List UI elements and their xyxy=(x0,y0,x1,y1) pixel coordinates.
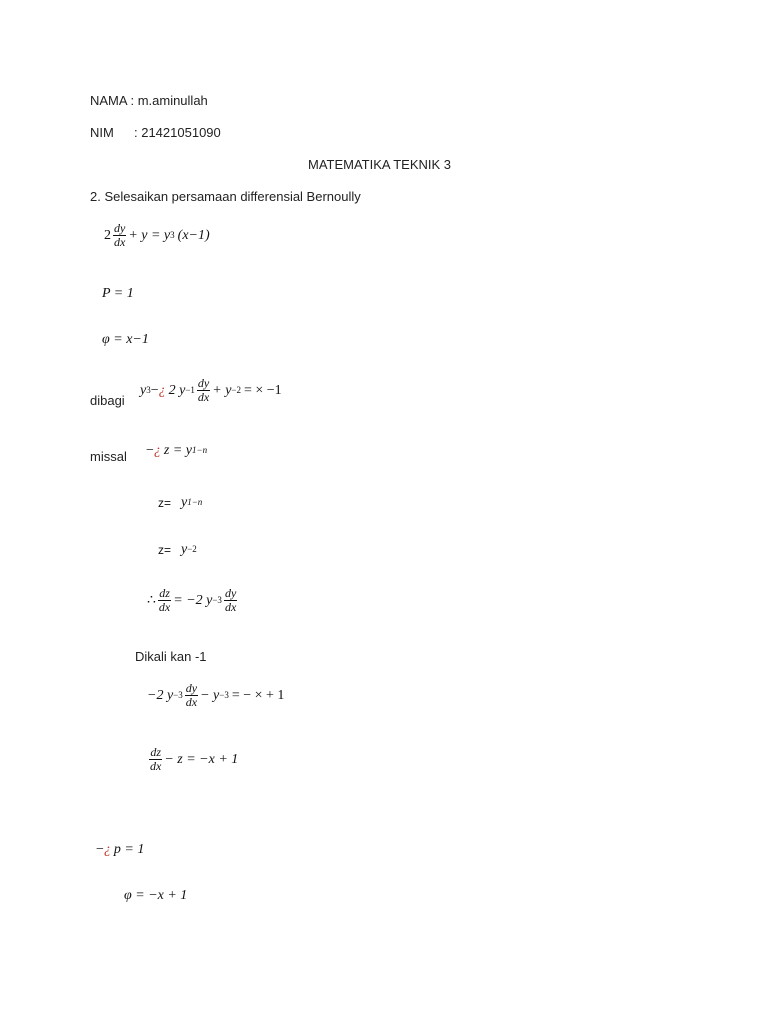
mult-lead: −2 y xyxy=(147,687,174,703)
equation-phi: φ = x−1 xyxy=(102,332,149,347)
dibagi-frac-den: dx xyxy=(197,390,210,404)
missal-lhs: z = y xyxy=(163,443,193,458)
equation-z2: z= y −2 xyxy=(158,542,197,557)
mult-fraction xyxy=(185,682,198,709)
dz-frac-den: dx xyxy=(150,759,162,773)
nim-label: NIM xyxy=(90,125,114,140)
equation-missal: − ¿ z = y 1−n xyxy=(146,443,208,458)
equation-bernoulli: 2 $\frac{dy}{dx}$ + y = y 3 (x−1) xyxy=(104,221,210,249)
therefore-symbol: ∴ xyxy=(147,593,156,608)
dibagi-coef: 2 y xyxy=(168,382,186,398)
dz-tail: − z = −x + 1 xyxy=(164,751,239,767)
nama-label: NAMA xyxy=(90,93,127,108)
z1-label: z= xyxy=(158,496,172,510)
equation-phi2: φ = −x + 1 xyxy=(124,888,188,903)
eq1-tail: (x−1) xyxy=(177,227,210,243)
p2-char: ¿ xyxy=(103,842,111,857)
eq1-coef: 2 xyxy=(104,227,111,243)
mult-tail: = − × + 1 xyxy=(231,687,285,703)
therefore-den1: dx xyxy=(158,600,171,614)
dibagi-plus: + y xyxy=(212,382,232,398)
missal-char: ¿ xyxy=(153,443,161,458)
dibagi-tail: = × −1 xyxy=(244,382,282,398)
eq1-fraction xyxy=(113,222,126,249)
equation-z1: z= y 1−n xyxy=(158,495,203,510)
course-title: MATEMATIKA TEKNIK 3 xyxy=(308,157,452,172)
missal-minus: − xyxy=(146,443,154,458)
question-text: 2. Selesaikan persamaan differensial Bernoully xyxy=(90,189,361,204)
mult-frac-den: dx xyxy=(185,695,198,709)
equation-dz xyxy=(147,746,238,773)
p2-minus: − xyxy=(96,842,104,857)
dibagi-fraction xyxy=(197,377,210,404)
z2-base: y xyxy=(181,542,188,557)
therefore-den2: dx xyxy=(224,600,237,614)
equation-therefore: ∴ $\frac{dz}{dx}$ = −2 y −3 $\frac{dy}{dx}$ xyxy=(147,586,237,614)
z1-base: y xyxy=(181,495,188,510)
equation-dibagi: y 3 − ¿ 2 y −1 $\frac{dy}{dx}$ + y −2 = × −1 xyxy=(140,376,282,404)
z2-label: z= xyxy=(158,543,172,557)
nim-value: : 21421051090 xyxy=(134,125,221,140)
dibagi-label: dibagi xyxy=(90,393,125,408)
missal-label: missal xyxy=(90,449,127,464)
dibagi-char: ¿ xyxy=(158,382,166,398)
eq1-frac-num: dy xyxy=(114,221,126,235)
therefore-mid: = −2 y xyxy=(173,592,213,608)
equation-p: P = 1 xyxy=(102,286,134,301)
therefore-num1: dz xyxy=(159,586,170,600)
therefore-num2: dy xyxy=(224,586,237,600)
dibagi-frac-num: dy xyxy=(197,376,210,390)
eq1-rest: + y = y xyxy=(128,227,171,243)
mult-mid: − y xyxy=(200,687,220,703)
dibagi-minus: − xyxy=(150,382,159,398)
dikalikan-label: Dikali kan -1 xyxy=(135,649,207,664)
p2-rest: p = 1 xyxy=(113,842,145,857)
dz-frac-num: dz xyxy=(150,745,161,759)
dz-fraction xyxy=(149,746,162,773)
therefore-frac2 xyxy=(224,587,237,614)
nim-line xyxy=(90,125,221,141)
eq1-frac-den: dx xyxy=(114,235,126,249)
nama-line xyxy=(90,93,208,109)
mult-frac-num: dy xyxy=(185,681,198,695)
therefore-frac1 xyxy=(158,587,171,614)
equation-multiplied: −2 y −3 $\frac{dy}{dx}$ − y −3 = − × + 1 xyxy=(147,681,285,709)
dibagi-lead: y xyxy=(140,382,147,398)
equation-p2 xyxy=(96,842,144,858)
nama-value: : m.aminullah xyxy=(130,93,208,108)
